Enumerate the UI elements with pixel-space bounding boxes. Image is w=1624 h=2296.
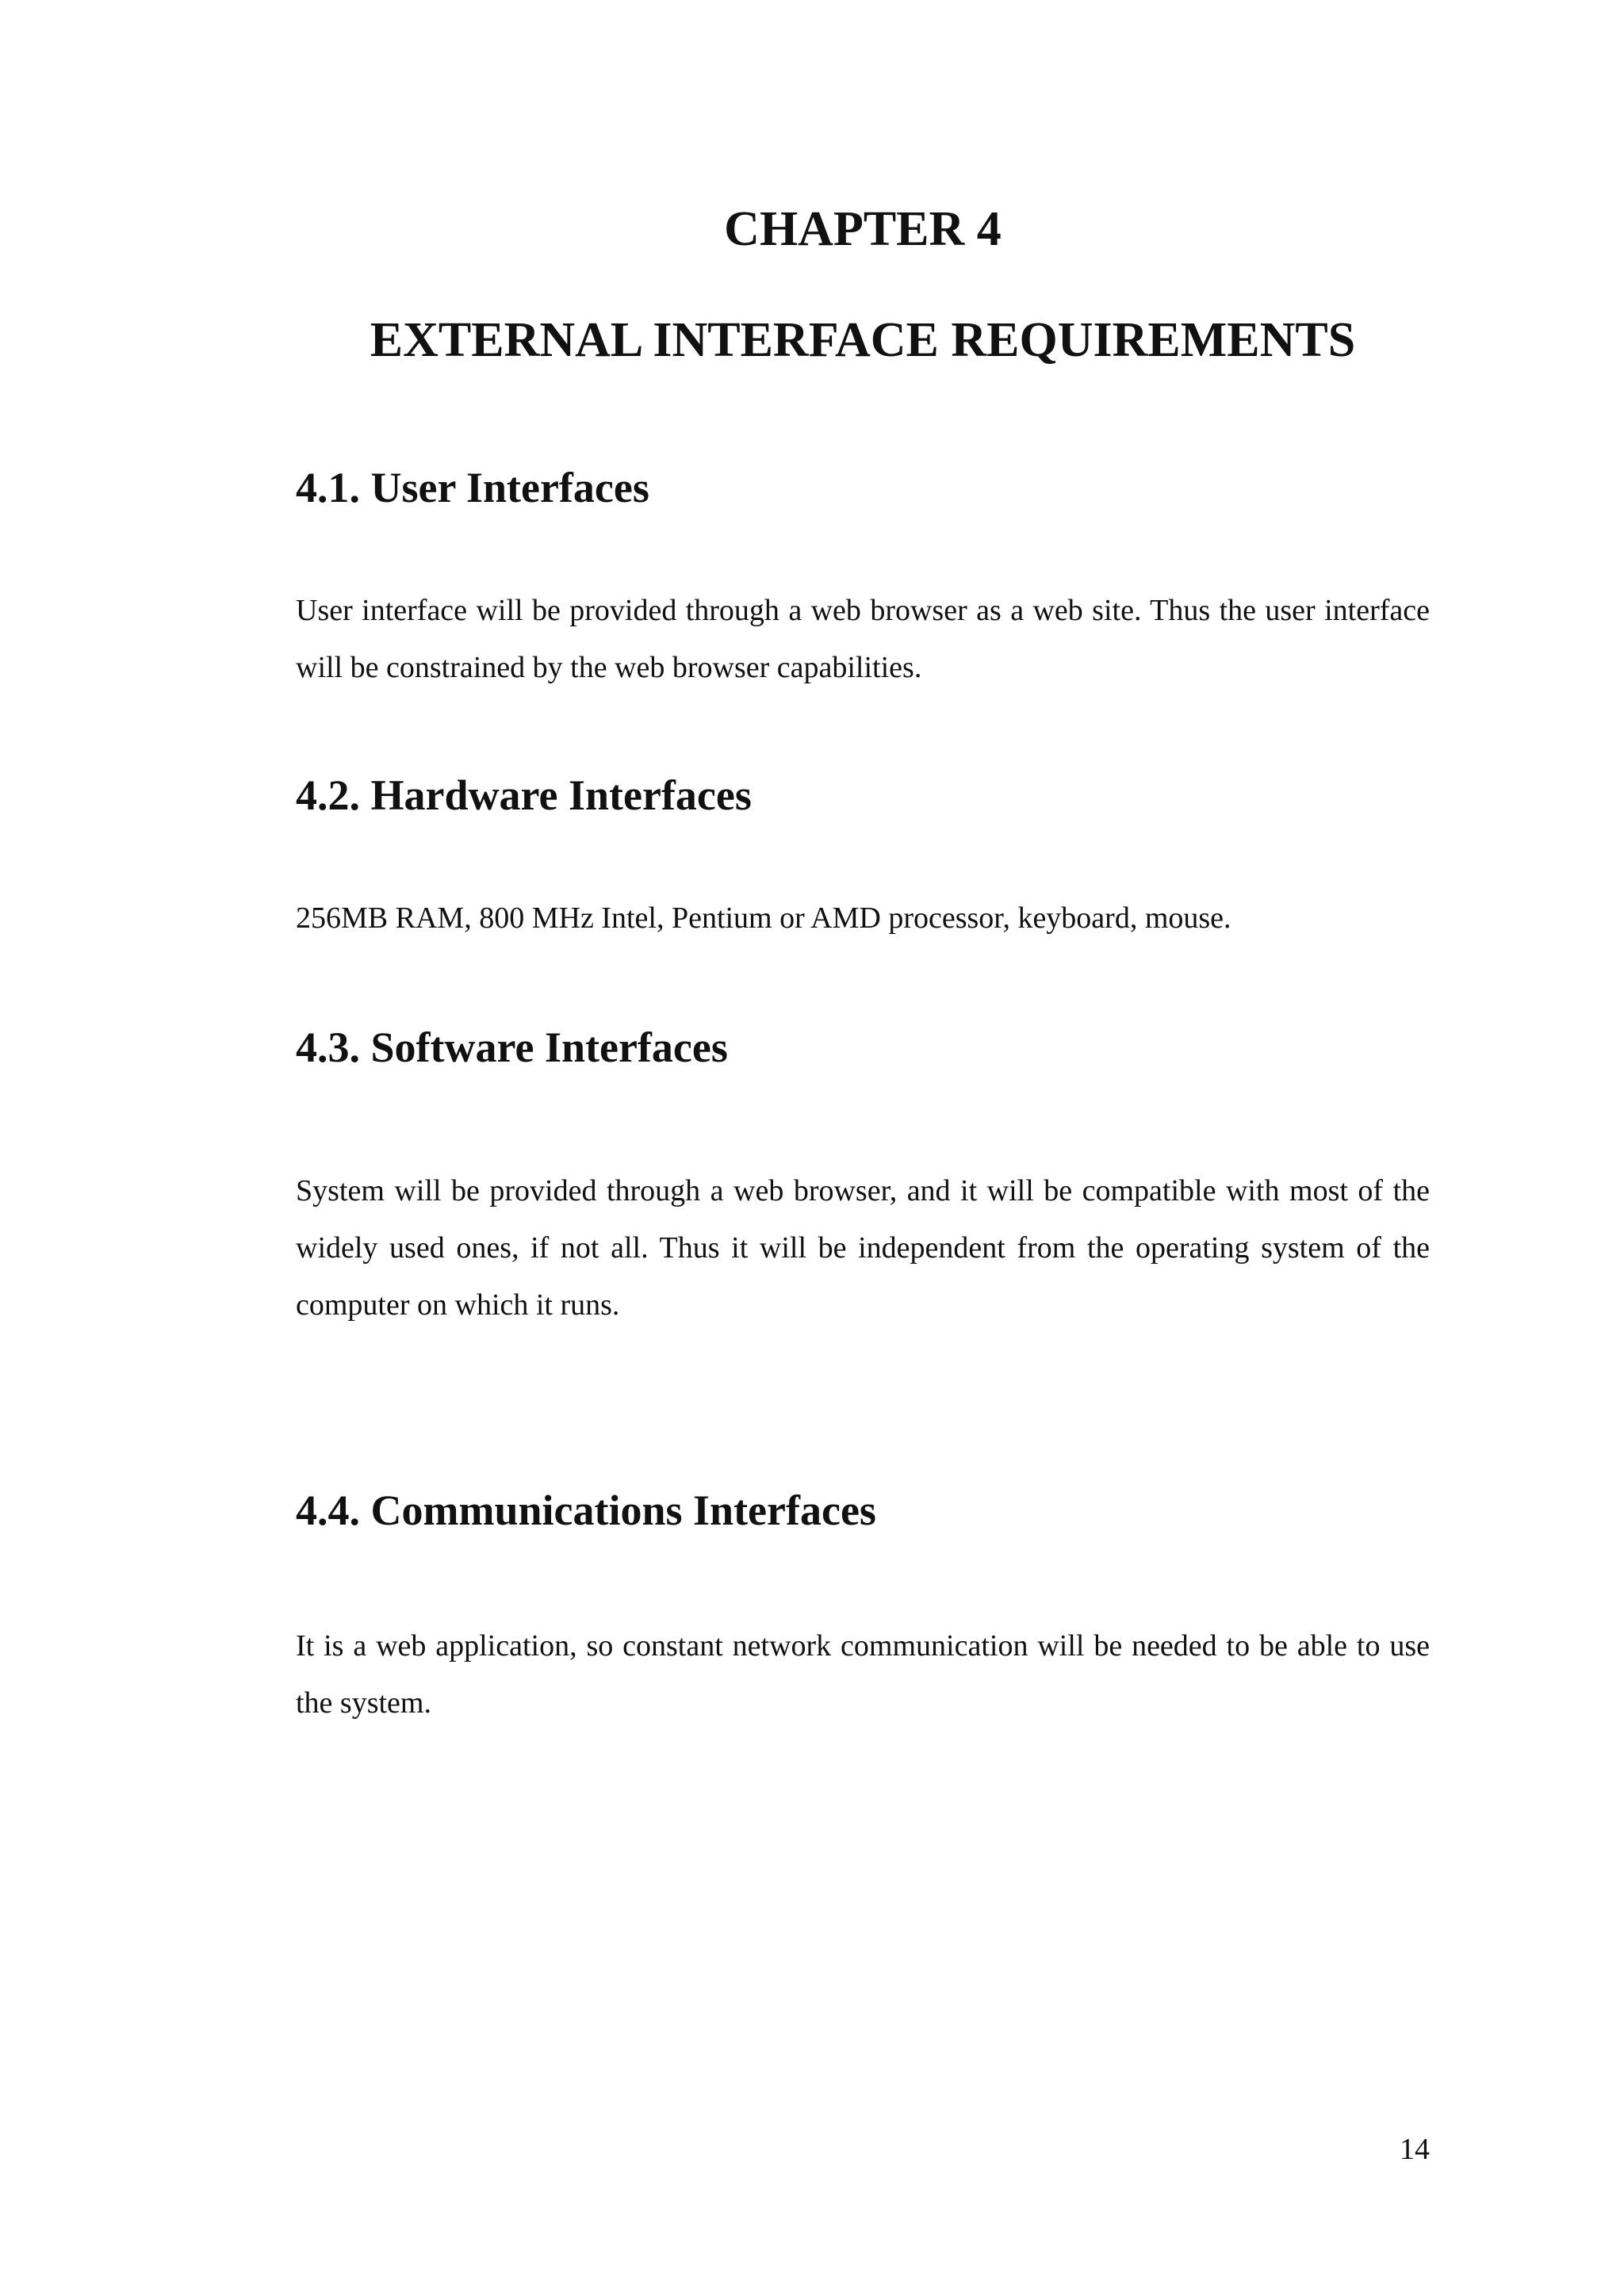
section-body-communications-interfaces: It is a web application, so constant network communication will be needed to be able to use the system. [296,1629,1430,1720]
section-body-user-interfaces: User interface will be provided through a web browser as a web site. Thus the user interface will be constrained by the web browser capabilities. [296,594,1430,684]
section-heading-user-interfaces: 4.1. User Interfaces [296,464,649,511]
chapter-number: CHAPTER 4 [724,202,1002,256]
page-number: 14 [1400,2133,1430,2166]
section-body-hardware-interfaces: 256MB RAM, 800 MHz Intel, Pentium or AMD processor, keyboard, mouse. [296,901,1231,935]
section-body-software-interfaces: System will be provided through a web browser, and it will be compatible with most of the widely used ones, if not all. Thus it will be independent from the operating system of the computer on which it runs. [296,1174,1430,1322]
section-heading-hardware-interfaces: 4.2. Hardware Interfaces [296,771,752,819]
section-heading-software-interfaces: 4.3. Software Interfaces [296,1024,728,1071]
section-heading-communications-interfaces: 4.4. Communications Interfaces [296,1487,876,1534]
chapter-title: EXTERNAL INTERFACE REQUIREMENTS [370,313,1356,367]
